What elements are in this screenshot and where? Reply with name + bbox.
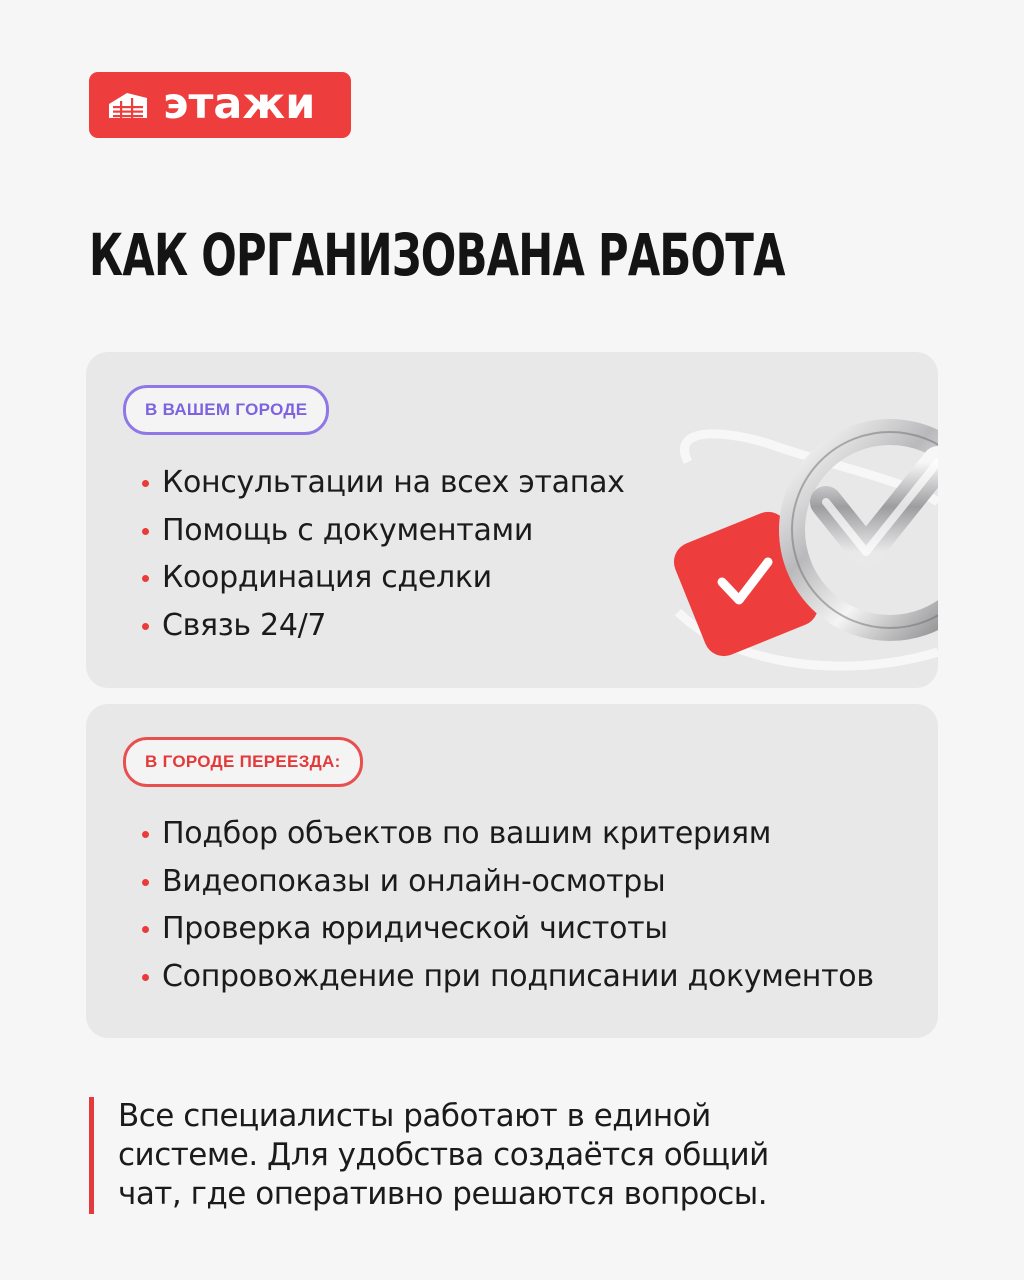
bullet-icon bbox=[142, 926, 149, 933]
bullet-icon bbox=[142, 879, 149, 886]
list-item: Помощь с документами bbox=[142, 507, 625, 555]
list-item: Связь 24/7 bbox=[142, 602, 625, 650]
section-relocation-city bbox=[86, 704, 938, 1038]
bullet-icon bbox=[142, 480, 149, 487]
note-line: Все специалисты работают в единой bbox=[118, 1098, 711, 1134]
note-line: системе. Для удобства создаётся общий bbox=[118, 1137, 769, 1173]
list-item: Видеопоказы и онлайн-осмотры bbox=[142, 858, 874, 906]
building-icon bbox=[107, 90, 151, 120]
list-item: Консультации на всех этапах bbox=[142, 459, 625, 507]
list-item: Подбор объектов по вашим критериям bbox=[142, 810, 874, 858]
bullet-icon bbox=[142, 575, 149, 582]
section-your-city bbox=[86, 352, 938, 688]
brand-name: этажи bbox=[163, 79, 316, 129]
checkmark-illustration bbox=[608, 352, 938, 688]
feature-list bbox=[142, 810, 874, 1000]
list-item: Сопровождение при подписании документов bbox=[142, 953, 874, 1001]
list-item: Проверка юридической чистоты bbox=[142, 905, 874, 953]
section-tag: В ГОРОДЕ ПЕРЕЕЗДА: bbox=[123, 737, 363, 787]
brand-logo bbox=[89, 72, 351, 138]
chrome-checkmark-icon bbox=[792, 432, 938, 628]
page-title: КАК ОРГАНИЗОВАНА РАБОТА bbox=[89, 221, 785, 289]
note-line: чат, где оперативно решаются вопросы. bbox=[118, 1176, 768, 1212]
bullet-icon bbox=[142, 623, 149, 630]
list-item: Координация сделки bbox=[142, 554, 625, 602]
bullet-icon bbox=[142, 831, 149, 838]
section-tag: В ВАШЕМ ГОРОДЕ bbox=[123, 385, 329, 435]
bullet-icon bbox=[142, 528, 149, 535]
bullet-icon bbox=[142, 974, 149, 981]
info-note bbox=[89, 1097, 818, 1214]
feature-list bbox=[142, 459, 625, 649]
